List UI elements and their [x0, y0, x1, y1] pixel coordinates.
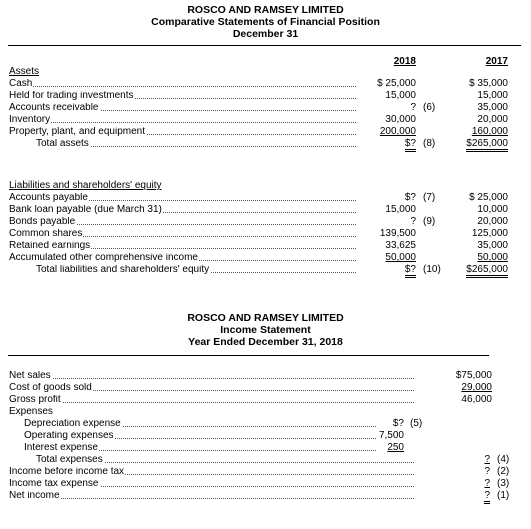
is-top-rule	[8, 355, 489, 356]
liability-value-2018: ?	[410, 216, 416, 227]
liability-value-2017: 35,000	[477, 240, 508, 251]
sfp-date: December 31	[232, 28, 299, 40]
asset-value-2018: $?	[360, 139, 416, 149]
sfp-company-name: ROSCO AND RAMSEY LIMITED	[187, 4, 344, 16]
income-before-tax-value: ?	[484, 466, 490, 477]
expenses-heading: Expenses	[9, 406, 53, 417]
asset-value-2018: $ 25,000	[377, 78, 416, 89]
asset-row-label: Accounts receivable	[9, 103, 356, 113]
is-company-name: ROSCO AND RAMSEY LIMITED	[187, 312, 344, 324]
total-expenses-label: Total expenses	[36, 455, 414, 465]
net-income-value: ?	[470, 491, 490, 501]
operating-expenses-value: 7,500	[378, 430, 404, 441]
liability-value-2018: 50,000	[385, 252, 416, 263]
income-tax-note: (3)	[497, 478, 510, 489]
asset-value-2018: 15,000	[385, 90, 416, 101]
liability-value-2018: 15,000	[385, 204, 416, 215]
asset-value-2017: 35,000	[477, 102, 508, 113]
asset-value-2017: 20,000	[477, 114, 508, 125]
liability-note-2018: (7)	[423, 192, 436, 203]
liability-row-label: Accounts payable	[9, 193, 356, 203]
liability-value-2018: 33,625	[385, 240, 416, 251]
liability-row-label: Accumulated other comprehensive income	[9, 253, 356, 263]
gross-profit-value: 46,000	[461, 394, 492, 405]
operating-expenses-label: Operating expenses	[24, 431, 376, 441]
asset-row-label: Inventory	[9, 115, 356, 125]
income-before-tax-note: (2)	[497, 466, 510, 477]
net-income-note: (1)	[497, 490, 510, 501]
gross-profit-label: Gross profit	[9, 395, 414, 405]
asset-value-2017: 15,000	[477, 90, 508, 101]
asset-note-2018: (6)	[423, 102, 436, 113]
net-sales-value: $75,000	[455, 370, 492, 381]
col-header-2017: 2017	[485, 56, 508, 67]
liability-note-2018: (9)	[423, 216, 436, 227]
asset-value-2017: 160,000	[471, 126, 508, 137]
liability-note-2018: (10)	[423, 264, 441, 275]
asset-value-2017: $ 35,000	[469, 78, 508, 89]
liability-value-2018: $?	[404, 192, 416, 203]
asset-row-label: Property, plant, and equipment	[9, 127, 356, 137]
asset-value-2018: 200,000	[379, 126, 416, 137]
asset-value-2017: $265,000	[450, 139, 508, 149]
liability-value-2018: $?	[360, 265, 416, 275]
liability-row-label: Bonds payable	[9, 217, 356, 227]
depreciation-value: $?	[392, 418, 404, 429]
total-expenses-note: (4)	[497, 454, 510, 465]
liability-value-2017: $ 25,000	[469, 192, 508, 203]
liabilities-heading: Liabilities and shareholders' equity	[9, 180, 162, 191]
asset-row-label: Total assets	[36, 139, 356, 149]
depreciation-note: (5)	[410, 418, 423, 429]
liability-row-label: Total liabilities and shareholders' equity	[36, 265, 356, 275]
net-sales-label: Net sales	[9, 371, 414, 381]
asset-row-label: Held for trading investments	[9, 91, 356, 101]
cogs-value: 29,000	[461, 382, 492, 393]
interest-expense-label: Interest expense	[24, 443, 376, 453]
is-period: Year Ended December 31, 2018	[188, 336, 343, 348]
is-title: Income Statement	[220, 324, 311, 336]
asset-row-label: Cash	[9, 79, 356, 89]
net-income-label: Net income	[9, 491, 414, 501]
liability-row-label: Common shares	[9, 229, 356, 239]
liability-value-2017: 20,000	[477, 216, 508, 227]
liability-value-2018: 139,500	[379, 228, 416, 239]
cogs-label: Cost of goods sold	[9, 383, 414, 393]
income-tax-value: ?	[484, 478, 490, 489]
interest-expense-value: 250	[387, 442, 404, 453]
liability-row-label: Bank loan payable (due March 31)	[9, 205, 356, 215]
col-header-2018: 2018	[393, 56, 416, 67]
total-expenses-value: ?	[484, 454, 490, 465]
income-before-tax-label: Income before income tax	[9, 467, 414, 477]
liability-value-2017: 10,000	[477, 204, 508, 215]
sfp-top-rule	[8, 45, 521, 46]
liability-value-2017: 125,000	[471, 228, 508, 239]
sfp-title: Comparative Statements of Financial Position	[151, 16, 380, 28]
depreciation-label: Depreciation expense	[24, 419, 376, 429]
asset-value-2018: 30,000	[385, 114, 416, 125]
income-tax-label: Income tax expense	[9, 479, 414, 489]
liability-value-2017: 50,000	[477, 252, 508, 263]
asset-value-2018: ?	[410, 102, 416, 113]
liability-row-label: Retained earnings	[9, 241, 356, 251]
asset-note-2018: (8)	[423, 138, 436, 149]
liability-value-2017: $265,000	[450, 265, 508, 275]
assets-heading: Assets	[9, 66, 40, 77]
